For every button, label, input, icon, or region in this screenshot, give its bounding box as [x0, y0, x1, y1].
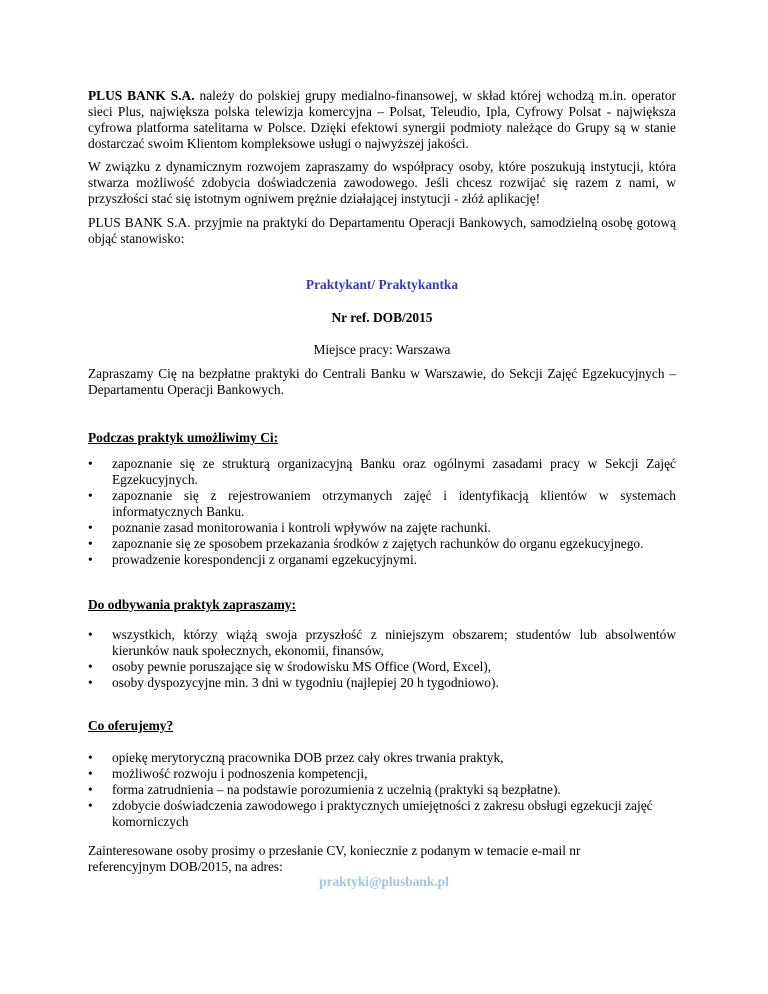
list-item: • zapoznanie się ze strukturą organizacyjną Banku oraz ogólnymi zasadami pracy w Sekcji Zajęć Egzekucyjnych. [88, 456, 676, 488]
intro-paragraph [88, 88, 676, 152]
department-paragraph: PLUS BANK S.A. przyjmie na praktyki do Departamentu Operacji Bankowych, samodzielną osobę gotową objąć stanowisko: [88, 215, 676, 246]
section-heading-we-invite: Do odbywania praktyk zapraszamy: [88, 597, 296, 612]
we-invite-list [88, 627, 676, 691]
work-location: Miejsce pracy: Warszawa [313, 342, 451, 357]
section-heading-during-internship: Podczas praktyk umożliwimy Ci: [88, 430, 279, 445]
list-item: • osoby pewnie poruszające się w środowisku MS Office (Word, Excel), [88, 659, 676, 675]
contact-email-link[interactable] [0, 874, 768, 890]
list-item: • zdobycie doświadczenia zawodowego i praktycznych umiejętności z zakresu obsługi egzekucji zajęć komorniczych [88, 798, 676, 830]
list-item: • opiekę merytoryczną pracownika DOB przez cały okres trwania praktyk, [88, 750, 676, 766]
during-internship-list [88, 456, 676, 568]
collaboration-paragraph: W związku z dynamicznym rozwojem zapraszamy do współpracy osoby, które poszukują instytucji, która stwarza możliwość zdobycia doświadczenia zawodowego. Jeśli chcesz rozwijać się razem z nami, w przyszłości stać się istotnym ogniwem prężnie działającej instytucji - złóż aplikację! [88, 159, 676, 206]
company-name: PLUS BANK S.A. [88, 88, 195, 103]
what-we-offer-list [88, 750, 676, 830]
list-item: • poznanie zasad monitorowania i kontroli wpływów na zajęte rachunki. [88, 520, 676, 536]
reference-number: Nr ref. DOB/2015 [331, 310, 433, 325]
invitation-paragraph: Zapraszamy Cię na bezpłatne praktyki do Centrali Banku w Warszawie, do Sekcji Zajęć Egzekucyjnych – Departamentu Operacji Bankowych. [88, 366, 676, 397]
list-item: • wszystkich, którzy wiążą swoja przyszłość z niniejszym obszarem; studentów lub absolwentów kierunków nauk społecznych, ekonomii, finansów, [88, 627, 676, 659]
closing-paragraph: Zainteresowane osoby prosimy o przesłanie CV, koniecznie z podanym w temacie e-mail nr referencyjnym DOB/2015, na adres: [88, 843, 581, 874]
list-item: • prowadzenie korespondencji z organami egzekucyjnymi. [88, 552, 676, 568]
section-heading-what-we-offer: Co oferujemy? [88, 718, 174, 733]
intro-text: należy do polskiej grupy medialno-finansowej, w skład której wchodzą m.in. operator sieci Plus, największa polska telewizja komercyjna – Polsat, Teleudio, Ipla, Cyfrowy Polsat - największa cyfrowa platforma satelitarna w Polsce. Dzięki efektowi synergii podmioty należące do Grupy są w stanie dostarczać swoim Klientom kompleksowe usługi o najwyższej jakości. [88, 88, 676, 151]
list-item: • forma zatrudnienia – na podstawie porozumienia z uczelnią (praktyki są bezpłatne). [88, 782, 676, 798]
email-text[interactable]: praktyki@plusbank.pl [319, 874, 449, 889]
list-item: • osoby dyspozycyjne min. 3 dni w tygodniu (najlepiej 20 h tygodniowo). [88, 675, 676, 691]
position-title: Praktykant/ Praktykantka [305, 277, 459, 292]
list-item: • zapoznanie się z rejestrowaniem otrzymanych zajęć i identyfikacją klientów w systemach informatycznych Banku. [88, 488, 676, 520]
list-item: • zapoznanie się ze sposobem przekazania środków z zajętych rachunków do organu egzekucyjnego. [88, 536, 676, 552]
list-item: • możliwość rozwoju i podnoszenia kompetencji, [88, 766, 676, 782]
